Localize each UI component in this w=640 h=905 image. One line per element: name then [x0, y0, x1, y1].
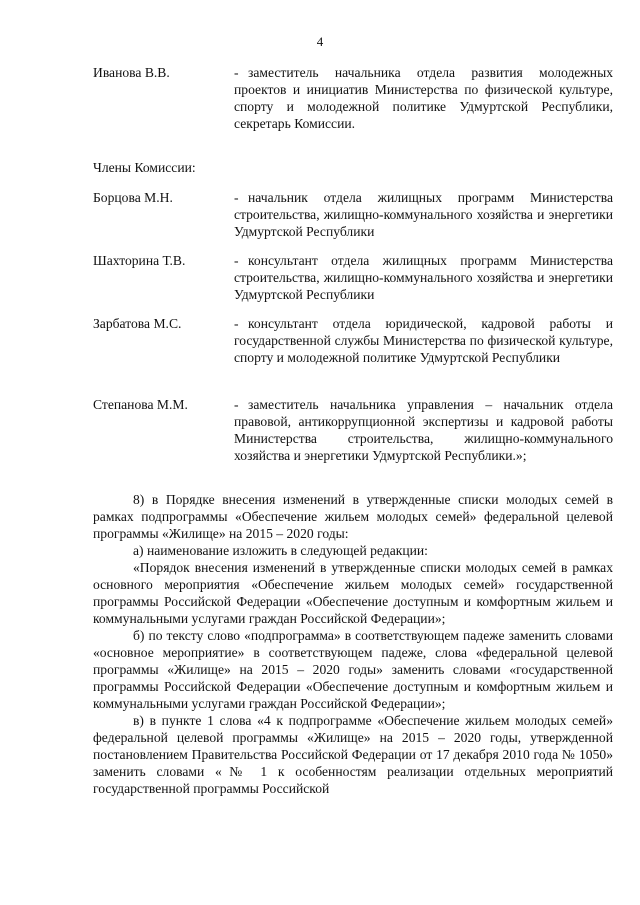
- member-name: Зарбатова М.С.: [93, 316, 182, 331]
- member-name: Борцова М.Н.: [93, 190, 173, 205]
- dash-marker: -: [234, 253, 239, 268]
- members-heading: Члены Комиссии:: [93, 160, 196, 175]
- member-description-text: заместитель начальника управления – начальник отдела правовой, антикоррупционной экспертизы и кадровой работы Министерства строительства, жилищно-коммунального хозяйства и энергетики Удмуртской Республики.»;: [234, 397, 613, 463]
- member-description-text: заместитель начальника отдела развития молодежных проектов и инициатив Министерства по физической культуре, спорту и молодежной политике Удмуртской Республики, секретарь Комиссии.: [234, 65, 613, 131]
- dash-marker: -: [234, 65, 239, 80]
- member-description: [234, 64, 613, 132]
- dash-marker: -: [234, 190, 239, 205]
- member-description: [234, 252, 613, 303]
- member-description: [234, 396, 613, 464]
- member-name: Степанова М.М.: [93, 397, 188, 412]
- member-description: [234, 315, 613, 366]
- paragraph: 8) в Порядке внесения изменений в утвержденные списки молодых семей в рамках подпрограммы «Обеспечение жильем молодых семей» федеральной целевой программы «Жилище» на 2015 – 2020 годы:: [93, 492, 613, 541]
- page-number: 4: [316, 34, 324, 49]
- paragraph: б) по тексту слово «подпрограмма» в соответствующем падеже заменить словами «основное мероприятие» в соответствующем падеже, слова «федеральной целевой программы «Жилище» на 2015 – 2020 годы» заменить словами «государственной программы Российской Федерации «Обеспечение доступным и комфортным жильем и коммунальными услугами граждан Российской Федерации»;: [93, 628, 613, 711]
- member-description-text: начальник отдела жилищных программ Министерства строительства, жилищно-коммунального хозяйства и энергетики Удмуртской Республики: [234, 190, 613, 239]
- paragraph: «Порядок внесения изменений в утвержденные списки молодых семей в рамках основного мероприятия «Обеспечение жильем молодых семей» государственной программы Российской Федерации «Обеспечение доступным и комфортным жильем и коммунальными услугами граждан Российской Федерации»;: [93, 560, 613, 626]
- dash-marker: -: [234, 316, 239, 331]
- dash-marker: -: [234, 397, 239, 412]
- member-name: Иванова В.В.: [93, 65, 170, 80]
- body-text: [93, 491, 613, 797]
- member-description: [234, 189, 613, 240]
- member-description-text: консультант отдела юридической, кадровой работы и государственной службы Министерства по физической культуре, спорту и молодежной политике Удмуртской Республики: [234, 316, 613, 365]
- paragraph: а) наименование изложить в следующей редакции:: [133, 543, 428, 558]
- member-description-text: консультант отдела жилищных программ Министерства строительства, жилищно-коммунального хозяйства и энергетики Удмуртской Республики: [234, 253, 613, 302]
- member-name: Шахторина Т.В.: [93, 253, 186, 268]
- paragraph: в) в пункте 1 слова «4 к подпрограмме «Обеспечение жильем молодых семей» федеральной целевой программы «Жилище» на 2015 – 2020 годы, утвержденной постановлением Правительства Российской Федерации от 17 декабря 2010 года № 1050» заменить словами «№ 1 к особенностям реализации отдельных мероприятий государственной программы Российской: [93, 713, 613, 796]
